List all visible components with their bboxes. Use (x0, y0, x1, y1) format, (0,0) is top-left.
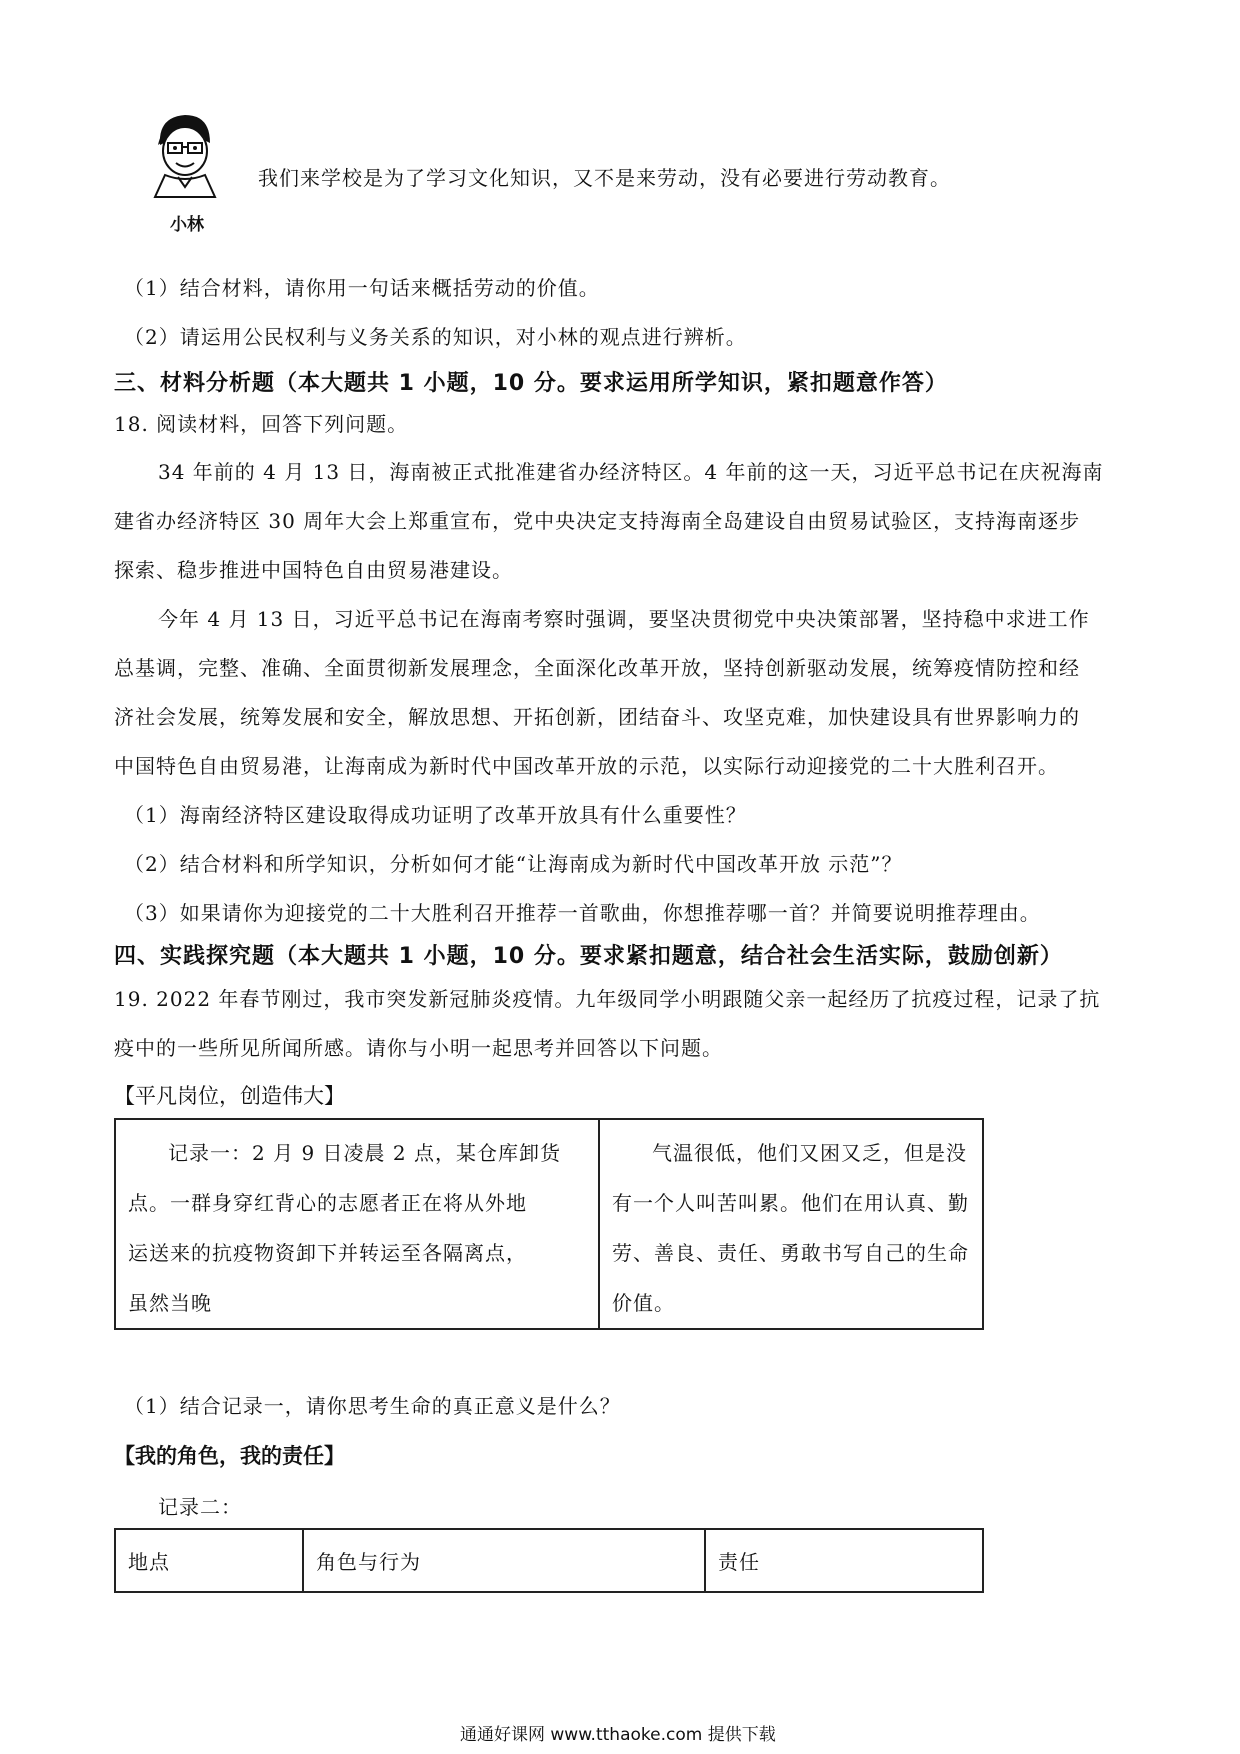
q18-sub1: （1）海南经济特区建设取得成功证明了改革开放具有什么重要性？ (124, 803, 747, 827)
record1-left-line3: 运送来的抗疫物资卸下并转运至各隔离点， (128, 1241, 527, 1265)
q18-intro: 18. 阅读材料，回答下列问题。 (114, 412, 409, 436)
para2-line2: 总基调，完整、准确、全面贯彻新发展理念，全面深化改革开放，坚持创新驱动发展，统筹疫情防控和经 (114, 656, 1080, 680)
part2-title: 【我的角色，我的责任】 (114, 1444, 345, 1468)
para1-line1: 34 年前的 4 月 13 日，海南被正式批准建省办经济特区。4 年前的这一天，习近平总书记在庆祝海南 (158, 460, 1104, 484)
q19-intro-line2: 疫中的一些所见所闻所感。请你与小明一起思考并回答以下问题。 (114, 1036, 723, 1060)
avatar-name: 小林 (170, 215, 204, 235)
record1-right-line3: 劳、善良、责任、勇敢书写自己的生命 (612, 1241, 969, 1265)
record1-right-line4: 价值。 (612, 1291, 675, 1315)
record1-left-line4: 虽然当晚 (128, 1291, 212, 1315)
section4-title: 四、实践探究题（本大题共 1 小题，10 分。要求紧扣题意，结合社会生活实际，鼓励创新） (114, 944, 1063, 969)
q19-sub1: （1）结合记录一，请你思考生命的真正意义是什么？ (124, 1394, 621, 1418)
record2-header-location: 地点 (115, 1529, 303, 1592)
q18-sub3: （3）如果请你为迎接党的二十大胜利召开推荐一首歌曲，你想推荐哪一首？并简要说明推荐理由。 (124, 901, 1041, 925)
avatar-xiaolin (140, 105, 230, 215)
record2-table (114, 1528, 984, 1593)
record2-header-role: 角色与行为 (303, 1529, 705, 1592)
footer-watermark: 通通好课网 www.tthaoke.com 提供下载 (460, 1725, 776, 1745)
q18-sub2: （2）结合材料和所学知识，分析如何才能“让海南成为新时代中国改革开放 示范”？ (124, 852, 903, 876)
q17-sub2: （2）请运用公民权利与义务关系的知识，对小林的观点进行辨析。 (124, 325, 747, 349)
record1-table (114, 1118, 984, 1330)
q19-intro-line1: 19. 2022 年春节刚过，我市突发新冠肺炎疫情。九年级同学小明跟随父亲一起经历了抗疫过程，记录了抗 (114, 987, 1101, 1011)
q17-sub1: （1）结合材料，请你用一句话来概括劳动的价值。 (124, 276, 600, 300)
record1-left-line2: 点。一群身穿红背心的志愿者正在将从外地 (128, 1191, 527, 1215)
record1-right-cell (599, 1119, 983, 1329)
para2-line4: 中国特色自由贸易港，让海南成为新时代中国改革开放的示范，以实际行动迎接党的二十大胜利召开。 (114, 754, 1059, 778)
section3-title: 三、材料分析题（本大题共 1 小题，10 分。要求运用所学知识，紧扣题意作答） (114, 371, 948, 396)
para1-line3: 探索、稳步推进中国特色自由贸易港建设。 (114, 558, 513, 582)
dialog-quote: 我们来学校是为了学习文化知识，又不是来劳动，没有必要进行劳动教育。 (258, 166, 951, 190)
part1-title: 【平凡岗位，创造伟大】 (114, 1084, 345, 1108)
record1-left-line1: 记录一：2 月 9 日凌晨 2 点，某仓库卸货 (168, 1141, 561, 1165)
record1-left-cell (115, 1119, 599, 1329)
record1-right-line2: 有一个人叫苦叫累。他们在用认真、勤 (612, 1191, 969, 1215)
cartoon-boy-illustration (140, 105, 230, 215)
record2-label: 记录二： (158, 1495, 242, 1519)
para2-line3: 济社会发展，统筹发展和安全，解放思想、开拓创新，团结奋斗、攻坚克难，加快建设具有世界影响力的 (114, 705, 1080, 729)
para2-line1: 今年 4 月 13 日，习近平总书记在海南考察时强调，要坚决贯彻党中央决策部署，坚持稳中求进工作 (158, 607, 1090, 631)
record1-right-line1: 气温很低，他们又困又乏，但是没 (652, 1141, 967, 1165)
para1-line2: 建省办经济特区 30 周年大会上郑重宣布，党中央决定支持海南全岛建设自由贸易试验区，支持海南逐步 (114, 509, 1081, 533)
record2-header-responsibility: 责任 (705, 1529, 983, 1592)
